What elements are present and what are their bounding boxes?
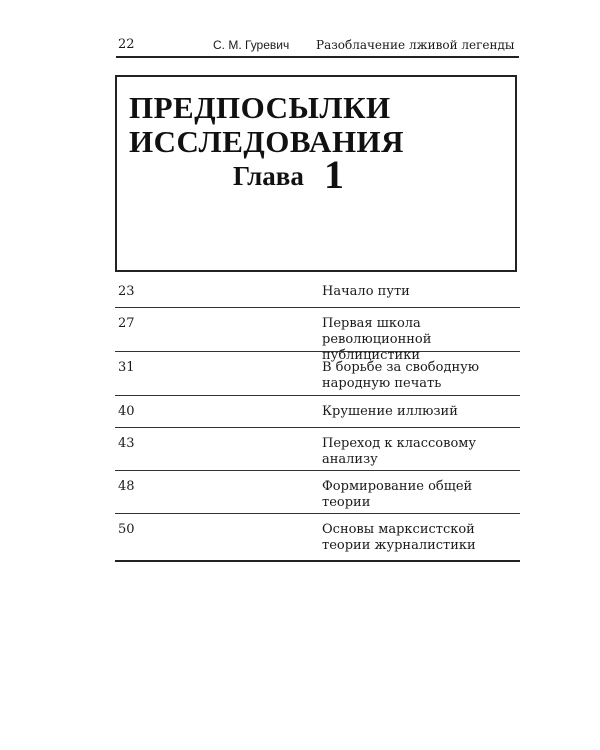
chapter-number: 1	[324, 152, 344, 197]
toc-row[interactable]	[115, 352, 520, 396]
toc-page-number: 43	[118, 436, 135, 451]
chapter-label: Глава	[233, 161, 304, 191]
section-title-line-1: ПРЕДПОСЫЛКИ	[129, 90, 391, 125]
toc-entry-title: Первая школа революционной публицистики	[322, 316, 432, 363]
chapter-box	[115, 75, 517, 272]
toc-entry-title: Основы марксистской теории журналистики	[322, 522, 476, 553]
toc-row[interactable]	[115, 471, 520, 514]
section-title	[129, 91, 404, 159]
toc-row[interactable]	[115, 308, 520, 363]
toc-page-number: 27	[118, 316, 135, 331]
page-number: 22	[118, 37, 135, 52]
header-rule	[116, 56, 519, 58]
toc-row[interactable]	[115, 514, 520, 562]
running-header	[118, 36, 518, 54]
table-of-contents	[115, 276, 520, 562]
toc-page-number: 23	[118, 284, 135, 299]
toc-entry-title: Переход к классовому анализу	[322, 436, 477, 467]
toc-page-number: 48	[118, 479, 135, 494]
toc-row[interactable]	[115, 396, 520, 428]
book-title: Разоблачение лживой легенды	[316, 38, 515, 52]
author-name: С. М. Гуревич	[213, 38, 290, 52]
toc-page-number: 31	[118, 360, 135, 375]
toc-entry-title: Начало пути	[322, 284, 410, 299]
toc-entry-title: Формирование общей теории	[322, 479, 473, 510]
toc-row[interactable]	[115, 276, 520, 308]
toc-page-number: 50	[118, 522, 135, 537]
section-title-line-2: ИССЛЕДОВАНИЯ	[129, 124, 405, 159]
toc-page-number: 40	[118, 404, 135, 419]
toc-entry-title: Крушение иллюзий	[322, 404, 458, 419]
toc-row[interactable]	[115, 428, 520, 471]
toc-entry-title: В борьбе за свободную народную печать	[322, 360, 480, 391]
